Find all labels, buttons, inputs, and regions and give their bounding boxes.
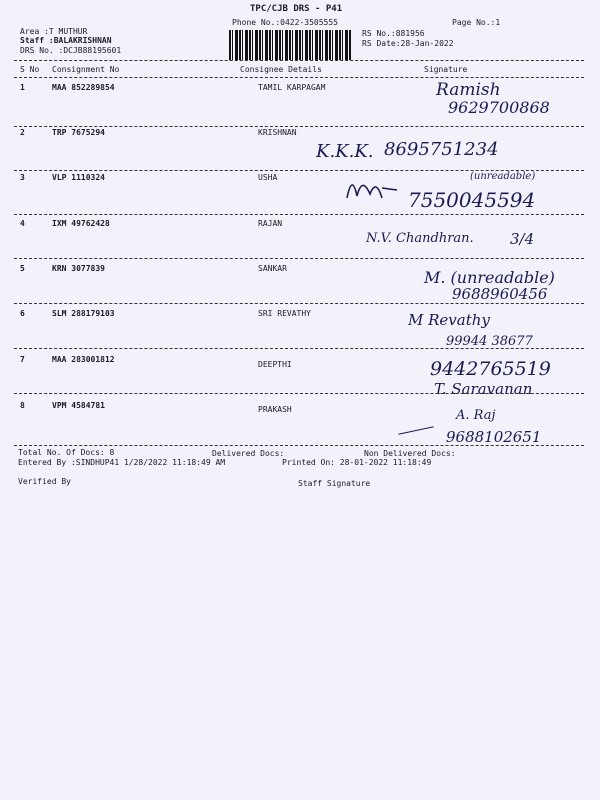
non-delivered-docs: Non Delivered Docs: [364,449,456,458]
rs-date: RS Date:28-Jan-2022 [362,39,454,48]
row-divider [14,348,584,349]
row-sno: 3 [20,173,25,182]
handwritten-phone: 9442765519 [430,358,551,380]
row-sno: 5 [20,264,25,273]
handwritten-phone: 8695751234 [384,139,499,160]
row-consignment: TRP 7675294 [52,128,105,137]
barcode [229,30,351,60]
row-consignee: SANKAR [258,264,287,273]
staff-signature-label: Staff Signature [298,479,371,488]
row-sno: 6 [20,309,25,318]
handwritten-phone: 9688960456 [452,285,548,303]
handwritten-phone: 9688102651 [446,428,542,446]
column-sno: S No [20,65,40,74]
page-number: Page No.:1 [452,18,501,27]
row-consignee: PRAKASH [258,405,292,414]
entered-by: Entered By :SINDHUP41 1/28/2022 11:18:49 AM [18,458,226,467]
handwritten-signature: M. (unreadable) [424,268,555,287]
signature-stroke [398,426,433,434]
row-sno: 1 [20,83,25,92]
handwritten-signature: A. Raj [456,408,496,423]
handwritten-signature: T. Saravanan [434,380,533,398]
column-consignee: Consignee Details [240,65,322,74]
signature-scribble [342,168,402,208]
row-consignment: VPM 4584781 [52,401,105,410]
row-consignment: VLP 1110324 [52,173,105,182]
document-title: TPC/CJB DRS - P41 [250,4,343,14]
rs-number: RS No.:881956 [362,29,425,38]
handwritten-signature: N.V. Chandhran. [366,231,474,246]
row-consignment: IXM 49762428 [52,219,110,228]
row-consignee: KRISHNAN [258,128,297,137]
row-consignment: MAA 852289854 [52,83,115,92]
header-divider [14,60,584,61]
row-consignment: SLM 288179103 [52,309,115,318]
row-sno: 2 [20,128,25,137]
row-consignment: MAA 283001812 [52,355,115,364]
drs-number: DRS No. :DCJB88195601 [20,46,122,55]
row-consignee: USHA [258,173,278,182]
row-sno: 8 [20,401,25,410]
staff-label: Staff :BALAKRISHNAN [20,36,112,45]
row-consignment: KRN 3077839 [52,264,105,273]
row-divider [14,258,584,259]
handwritten-phone: 99944 38677 [446,334,533,349]
verified-by: Verified By [18,477,71,486]
handwritten-signature: K.K.K. [316,141,374,162]
row-consignee: SRI REVATHY [258,309,311,318]
handwritten-note: 3/4 [510,230,535,248]
column-signature: Signature [424,65,468,74]
row-consignee: RAJAN [258,219,283,228]
column-consignment: Consignment No [52,65,120,74]
row-sno: 7 [20,355,25,364]
row-consignee: TAMIL KARPAGAM [258,83,326,92]
row-consignee: DEEPTHI [258,360,292,369]
printed-on: Printed On: 28-01-2022 11:18:49 [282,458,432,467]
column-divider [14,77,584,78]
total-docs: Total No. Of Docs: 8 [18,448,115,457]
phone-number: Phone No.:0422-3505555 [232,18,338,27]
row-divider [14,445,584,446]
handwritten-signature: Ramish [436,80,501,100]
handwritten-phone: 9629700868 [448,98,550,117]
area-label: Area :T MUTHUR [20,27,88,36]
delivered-docs: Delivered Docs: [212,449,285,458]
row-divider [14,126,584,127]
handwritten-signature: (unreadable) [470,171,536,182]
row-divider [14,303,584,304]
handwritten-phone: 7550045594 [408,188,536,212]
row-divider [14,214,584,215]
row-divider [14,393,584,394]
handwritten-signature: M Revathy [408,311,490,329]
row-sno: 4 [20,219,25,228]
